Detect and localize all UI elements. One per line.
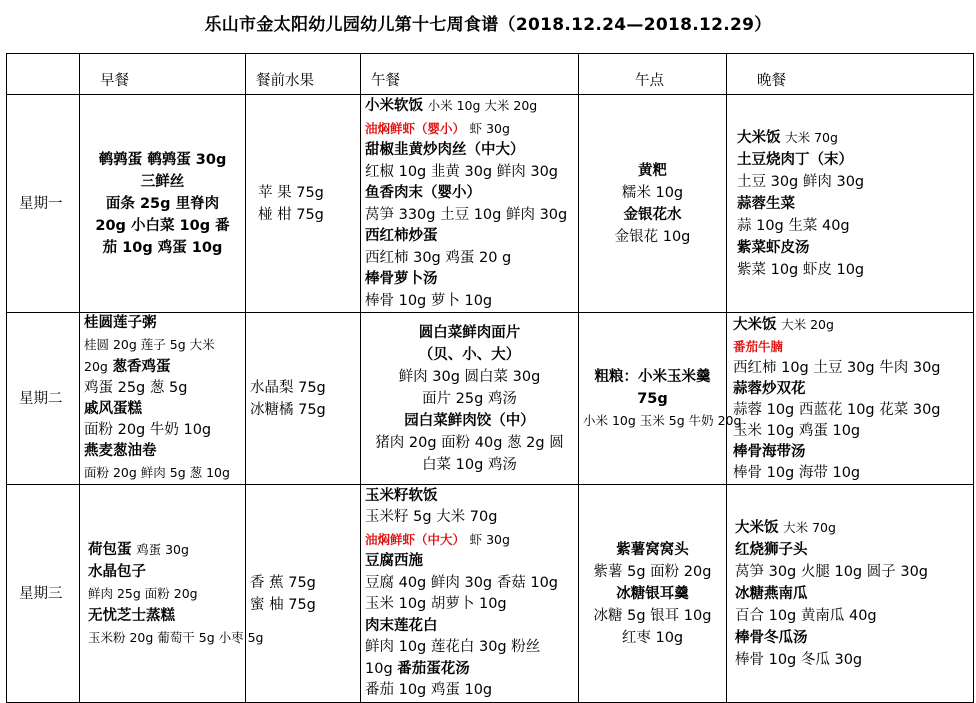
menu-line bbox=[733, 400, 969, 421]
menu-line bbox=[733, 358, 969, 379]
menu-line bbox=[88, 561, 241, 583]
menu-line bbox=[365, 205, 574, 227]
menu-line bbox=[365, 680, 574, 702]
header-label: 午餐 bbox=[371, 73, 400, 89]
lunch-cell bbox=[361, 485, 579, 703]
ingredient-text: 西红柿 30g 鸡蛋 20 g bbox=[365, 249, 512, 266]
dish-name: 葱香鸡蛋 bbox=[112, 359, 171, 375]
menu-line bbox=[737, 149, 969, 171]
ingredient-text: 紫薯 5g 面粉 20g bbox=[593, 563, 712, 580]
day-cell: 星期一 bbox=[7, 95, 80, 313]
menu-line bbox=[88, 605, 241, 627]
ingredient-text: 面粉 20g 牛奶 10g bbox=[84, 422, 212, 438]
menu-line bbox=[365, 507, 574, 529]
menu-line bbox=[737, 215, 969, 237]
dish-name: 75g bbox=[637, 390, 668, 407]
menu-line bbox=[735, 627, 969, 649]
ingredient-text: 土豆 30g 鲜肉 30g bbox=[737, 173, 865, 190]
ingredient-text: 大米 20g bbox=[781, 316, 834, 332]
ingredient-text: 玉米粉 20g 葡萄干 5g 小枣 5g bbox=[88, 629, 264, 645]
dinner-cell bbox=[727, 95, 974, 313]
menu-line: 鹌鹑蛋 鹌鹑蛋 30g bbox=[98, 151, 227, 168]
ingredient-text: 鲜肉 10g 莲花白 30g 粉丝 bbox=[365, 639, 541, 655]
lunch-cell bbox=[361, 313, 579, 485]
fruit-cell bbox=[246, 95, 361, 313]
row-monday bbox=[7, 95, 974, 313]
ingredient-text: 面片 25g 鸡汤 bbox=[422, 390, 517, 407]
dish-name: 圆白菜鲜肉面片 bbox=[418, 324, 521, 341]
ingredient-text: 红枣 10g bbox=[621, 629, 684, 646]
ingredient-text: 鸡蛋 30g bbox=[136, 541, 189, 557]
ingredient-text: 白菜 10g 鸡汤 bbox=[422, 456, 517, 473]
menu-line bbox=[84, 378, 241, 399]
menu-line bbox=[365, 366, 574, 388]
header-row bbox=[7, 54, 974, 95]
menu-line bbox=[735, 517, 969, 539]
dish-name: 土豆烧肉丁（末） bbox=[737, 151, 853, 168]
dish-name: 戚风蛋糕 bbox=[84, 401, 142, 417]
header-day bbox=[7, 54, 80, 95]
ingredient-text: 棒骨 10g 萝卜 10g bbox=[365, 292, 493, 309]
ingredient-text: 玉米 10g 胡萝卜 10g bbox=[365, 596, 507, 612]
menu-line bbox=[735, 605, 969, 627]
menu-line: 三鲜丝 bbox=[140, 173, 185, 190]
dish-name: 荷包蛋 bbox=[88, 541, 132, 558]
lunch-cell bbox=[361, 95, 579, 313]
ingredient-text: 莴笋 30g 火腿 10g 圆子 30g bbox=[735, 563, 929, 580]
menu-line bbox=[737, 237, 969, 259]
menu-line bbox=[365, 269, 574, 291]
dish-name: 蒜蓉炒双花 bbox=[733, 380, 806, 397]
ingredient-text: 玉米 10g 鸡蛋 10g bbox=[733, 422, 861, 439]
menu-line bbox=[365, 140, 574, 162]
ingredient-text: 鸡蛋 25g 葱 5g bbox=[84, 380, 188, 396]
dish-name: 燕麦葱油卷 bbox=[84, 443, 157, 459]
menu-line bbox=[365, 616, 574, 638]
dish-name-highlight: 油焖鲜虾（婴小） bbox=[365, 120, 466, 136]
menu-line bbox=[84, 420, 241, 441]
ingredient-text: 蒜 10g 生菜 40g bbox=[737, 217, 850, 234]
ingredient-text: 大米 70g bbox=[783, 519, 836, 535]
dish-name: 小米软饭 bbox=[365, 98, 423, 114]
menu-line: 苹 果 75g bbox=[258, 184, 324, 201]
menu-line bbox=[365, 95, 574, 118]
menu-line bbox=[365, 226, 574, 248]
page-title: 乐山市金太阳幼儿园幼儿第十七周食谱（2018.12.24—2018.12.29） bbox=[204, 15, 772, 35]
menu-line bbox=[733, 379, 969, 400]
fruit-cell bbox=[246, 313, 361, 485]
ingredient-text: 桂圆 20g 莲子 5g 大米 bbox=[84, 337, 215, 352]
ingredient-text: 冰糖 5g 银耳 10g bbox=[593, 607, 712, 624]
breakfast-cell bbox=[80, 485, 264, 703]
menu-line bbox=[365, 573, 574, 595]
menu-line bbox=[735, 583, 969, 605]
menu-line bbox=[583, 226, 722, 248]
dish-name: 冰糖银耳羹 bbox=[616, 585, 689, 602]
header-lunch bbox=[361, 54, 579, 95]
dish-name: 棒骨萝卜汤 bbox=[365, 271, 438, 287]
dish-name: 粗粮：小米玉米羹 bbox=[594, 368, 711, 385]
fruit-cell bbox=[246, 485, 361, 703]
menu-line bbox=[583, 204, 722, 226]
dish-name: 黄粑 bbox=[638, 162, 667, 179]
menu-line bbox=[84, 334, 241, 356]
ingredient-text: 鲜肉 25g 面粉 20g bbox=[88, 585, 198, 601]
dish-name: 玉米籽软饭 bbox=[365, 487, 438, 504]
header-label: 早餐 bbox=[100, 73, 129, 89]
ingredient-text: 玉米籽 5g 大米 70g bbox=[365, 509, 498, 525]
menu-line bbox=[733, 442, 969, 463]
menu-line bbox=[365, 432, 574, 454]
ingredient-text: 紫菜 10g 虾皮 10g bbox=[737, 261, 865, 278]
day-cell: 星期三 bbox=[7, 485, 80, 703]
ingredient-text: 鲜肉 30g 圆白菜 30g bbox=[398, 368, 541, 385]
menu-line bbox=[88, 627, 264, 649]
dish-name: 紫菜虾皮汤 bbox=[737, 239, 810, 256]
row-tuesday bbox=[7, 313, 974, 485]
menu-line bbox=[733, 314, 969, 336]
ingredient-text: 莴笋 330g 土豆 10g 鲜肉 30g bbox=[365, 206, 568, 223]
snack-cell bbox=[579, 313, 742, 485]
menu-line bbox=[737, 171, 969, 193]
menu-table bbox=[6, 53, 974, 703]
ingredient-text: 虾 30g bbox=[469, 531, 510, 547]
menu-line bbox=[583, 561, 722, 583]
header-breakfast bbox=[80, 54, 246, 95]
menu-line bbox=[583, 410, 742, 432]
menu-line bbox=[365, 551, 574, 573]
menu-line bbox=[84, 441, 241, 462]
dish-name: 西红柿炒蛋 bbox=[365, 228, 438, 244]
dish-name: 棒骨海带汤 bbox=[733, 443, 806, 460]
menu-line bbox=[365, 248, 574, 270]
dish-name: 大米饭 bbox=[733, 316, 777, 333]
menu-line: 20g 小白菜 10g 番 bbox=[95, 217, 230, 234]
menu-line: 茄 10g 鸡蛋 10g bbox=[102, 239, 223, 256]
header-label: 午点 bbox=[635, 73, 664, 89]
ingredient-text: 糯米 10g bbox=[621, 184, 684, 201]
menu-line bbox=[735, 539, 969, 561]
header-dinner bbox=[727, 54, 974, 95]
header-snack bbox=[579, 54, 727, 95]
menu-line bbox=[733, 336, 969, 358]
ingredient-text: 小米 10g 大米 20g bbox=[427, 98, 538, 113]
day-cell: 星期二 bbox=[7, 313, 80, 485]
header-label: 餐前水果 bbox=[256, 73, 314, 89]
menu-line: 面条 25g 里脊肉 bbox=[105, 195, 220, 212]
dish-name: 肉末莲花白 bbox=[365, 617, 438, 634]
menu-line: 香 蕉 75g bbox=[250, 574, 316, 591]
dish-name: 无忧芝士蒸糕 bbox=[88, 607, 175, 624]
dinner-cell bbox=[727, 313, 974, 485]
header-label: 晚餐 bbox=[757, 73, 786, 89]
dish-name: 甜椒韭黄炒肉丝（中大） bbox=[365, 142, 525, 158]
menu-line bbox=[737, 193, 969, 215]
menu-line bbox=[733, 421, 969, 442]
dish-name: 大米饭 bbox=[735, 519, 779, 536]
menu-line bbox=[365, 529, 574, 552]
menu-line bbox=[583, 583, 722, 605]
menu-line bbox=[84, 462, 241, 484]
header-fruit bbox=[246, 54, 361, 95]
dish-name: 水晶包子 bbox=[88, 563, 146, 580]
ingredient-text: 蒜蓉 10g 西蓝花 10g 花菜 30g bbox=[733, 401, 941, 418]
ingredient-text: 面粉 20g 鲜肉 5g 葱 10g bbox=[84, 465, 230, 480]
ingredient-text: 棒骨 10g 海带 10g bbox=[733, 464, 861, 481]
menu-line bbox=[583, 160, 722, 182]
dish-name: 园白菜鲜肉饺（中） bbox=[404, 412, 535, 429]
dish-name: 棒骨冬瓜汤 bbox=[735, 629, 808, 646]
ingredient-text: 小米 10g 玉米 5g 牛奶 20g bbox=[583, 412, 742, 428]
ingredient-text: 百合 10g 黄南瓜 40g bbox=[735, 607, 877, 624]
menu-line: 椪 柑 75g bbox=[258, 206, 324, 223]
menu-line bbox=[365, 118, 574, 141]
breakfast-cell bbox=[80, 95, 246, 313]
menu-line bbox=[84, 356, 241, 378]
dish-name: 大米饭 bbox=[737, 129, 781, 146]
dish-name: 红烧狮子头 bbox=[735, 541, 808, 558]
menu-line: 水晶梨 75g bbox=[250, 379, 326, 396]
menu-line bbox=[735, 649, 969, 671]
menu-line bbox=[365, 183, 574, 205]
ingredient-text: 红椒 10g 韭黄 30g 鲜肉 30g bbox=[365, 163, 559, 180]
menu-line bbox=[365, 486, 574, 508]
menu-line bbox=[737, 127, 969, 149]
ingredient-text: 金银花 10g bbox=[614, 228, 691, 245]
menu-line bbox=[365, 637, 574, 659]
ingredient-text: 豆腐 40g 鲜肉 30g 香菇 10g bbox=[365, 574, 559, 591]
menu-line bbox=[583, 366, 722, 388]
snack-cell bbox=[579, 485, 727, 703]
ingredient-text: 猪肉 20g 面粉 40g 葱 2g 圆 bbox=[375, 434, 564, 451]
menu-line bbox=[735, 561, 969, 583]
menu-line bbox=[733, 463, 969, 484]
menu-line bbox=[737, 259, 969, 281]
menu-line bbox=[365, 344, 574, 366]
dish-name: （贝、小、大） bbox=[418, 346, 521, 363]
dish-name: 桂圆莲子粥 bbox=[84, 315, 157, 331]
dish-name-highlight: 油焖鲜虾（中大） bbox=[365, 531, 466, 547]
menu-line bbox=[88, 583, 241, 605]
menu-line bbox=[84, 313, 241, 334]
row-wednesday bbox=[7, 485, 974, 703]
ingredient-text: 番茄 10g 鸡蛋 10g bbox=[365, 682, 493, 698]
menu-line bbox=[365, 322, 574, 344]
menu-line bbox=[365, 410, 574, 432]
menu-line bbox=[365, 291, 574, 313]
dish-name: 鱼香肉末（婴小） bbox=[365, 185, 481, 201]
menu-line bbox=[84, 399, 241, 420]
menu-line bbox=[583, 539, 722, 561]
menu-line: 蜜 柚 75g bbox=[250, 596, 316, 613]
menu-line: 冰糖橘 75g bbox=[250, 401, 326, 418]
dish-name: 豆腐西施 bbox=[365, 553, 423, 569]
menu-line bbox=[88, 539, 241, 561]
menu-line bbox=[583, 388, 722, 410]
dish-name: 番茄蛋花汤 bbox=[397, 660, 470, 677]
dish-name: 紫薯窝窝头 bbox=[616, 541, 689, 558]
dish-name: 蒜蓉生菜 bbox=[737, 195, 795, 212]
ingredient-text: 10g bbox=[365, 660, 393, 677]
menu-line bbox=[365, 162, 574, 184]
breakfast-cell bbox=[80, 313, 246, 485]
ingredient-text: 西红柿 10g 土豆 30g 牛肉 30g bbox=[733, 359, 941, 376]
menu-line bbox=[583, 627, 722, 649]
dish-name: 金银花水 bbox=[623, 206, 682, 223]
dish-name: 冰糖燕南瓜 bbox=[735, 585, 808, 602]
menu-line bbox=[583, 182, 722, 204]
dinner-cell bbox=[727, 485, 974, 703]
ingredient-text: 棒骨 10g 冬瓜 30g bbox=[735, 651, 863, 668]
ingredient-text: 大米 70g bbox=[785, 129, 838, 145]
menu-line bbox=[365, 659, 574, 681]
menu-line bbox=[365, 594, 574, 616]
dish-name-highlight: 番茄牛腩 bbox=[733, 338, 784, 354]
menu-line bbox=[583, 605, 722, 627]
snack-cell bbox=[579, 95, 727, 313]
menu-line bbox=[365, 454, 574, 476]
ingredient-text: 虾 30g bbox=[469, 120, 510, 136]
ingredient-text: 20g bbox=[84, 359, 108, 374]
menu-line bbox=[365, 388, 574, 410]
